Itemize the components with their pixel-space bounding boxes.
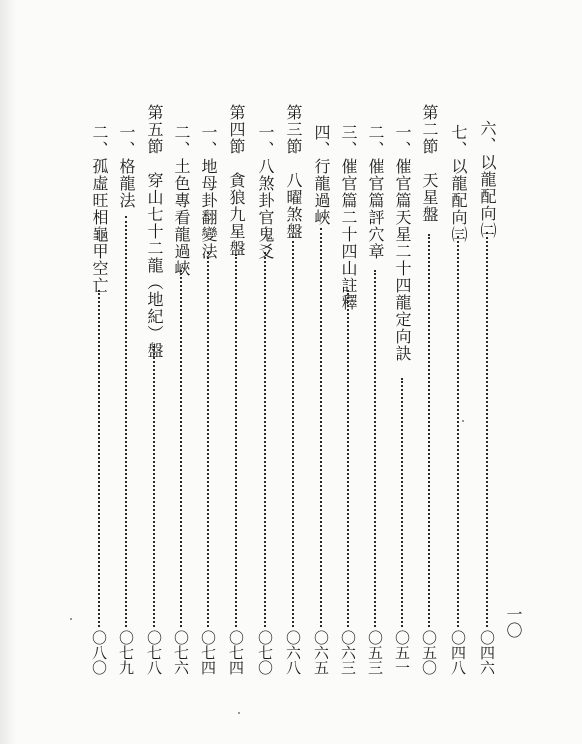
toc-entry-title: 二、土色專看龍過峽 xyxy=(172,124,191,277)
toc-entry-page: 〇六三 xyxy=(339,630,357,675)
toc-entry-title: 第五節 穿山七十二龍（地紀）盤 xyxy=(145,104,164,359)
toc-entry-page: 〇七九 xyxy=(117,630,135,675)
dot-leader xyxy=(180,270,182,627)
toc-entry-page: 〇四六 xyxy=(478,630,496,675)
toc-entry-page: 〇七八 xyxy=(145,630,163,675)
toc-entry-title: 第四節 貪狼九星盤 xyxy=(227,104,246,257)
toc-entry-page: 〇五〇 xyxy=(420,630,438,675)
toc-entry-title: 七、以龍配向㈢ xyxy=(449,124,468,243)
dot-leader xyxy=(125,216,127,627)
dot-leader xyxy=(235,254,237,627)
toc-entry-title: 一、催官篇天星二十四龍定向訣 xyxy=(393,124,412,362)
toc-entry-title: 一、地母卦翻變法 xyxy=(199,124,218,260)
dot-leader xyxy=(264,252,266,627)
dot-leader xyxy=(347,290,349,627)
toc-entry-page: 〇八〇 xyxy=(90,630,108,675)
folio-page-number: 一〇 xyxy=(504,606,523,638)
dot-leader xyxy=(207,252,209,627)
toc-entry-title: 六、以龍配向㈡ xyxy=(478,120,497,239)
toc-entry-title: 二、催官篇評穴章 xyxy=(366,124,385,260)
scan-edge-shadow xyxy=(0,0,16,744)
dot-leader xyxy=(292,236,294,627)
dot-leader xyxy=(457,236,459,627)
toc-entry-title: 第二節 天星盤 xyxy=(420,104,439,223)
dot-leader xyxy=(153,346,155,627)
toc-entry-page: 〇七四 xyxy=(199,630,217,675)
scan-speck xyxy=(238,712,240,714)
dot-leader xyxy=(320,228,322,627)
toc-entry-title: 二、孤虛旺相龜甲空亡 xyxy=(90,124,109,294)
toc-entry-page: 〇七〇 xyxy=(256,630,274,675)
scan-speck xyxy=(462,420,464,422)
dot-leader xyxy=(374,270,376,627)
toc-entry-title: 一、格龍法 xyxy=(117,124,136,209)
toc-entry-title: 第三節 八曜煞盤 xyxy=(284,104,303,240)
scan-speck xyxy=(70,618,72,620)
toc-entry-page: 〇六八 xyxy=(284,630,302,675)
toc-entry-page: 〇七四 xyxy=(227,630,245,675)
toc-entry-title: 一、八煞卦官鬼爻 xyxy=(256,124,275,260)
dot-leader xyxy=(428,234,430,627)
toc-entry-title: 四、行龍過峽 xyxy=(312,124,331,226)
dot-leader xyxy=(401,378,403,627)
toc-entry-page: 〇五一 xyxy=(393,630,411,675)
dot-leader xyxy=(98,290,100,627)
toc-entry-title: 三、催官篇二十四山註釋 xyxy=(339,124,358,311)
dot-leader xyxy=(486,232,488,627)
toc-entry-page: 〇四八 xyxy=(449,630,467,675)
toc-entry-page: 〇六五 xyxy=(312,630,330,675)
toc-entry-page: 〇五三 xyxy=(366,630,384,675)
toc-entry-page: 〇七六 xyxy=(172,630,190,675)
